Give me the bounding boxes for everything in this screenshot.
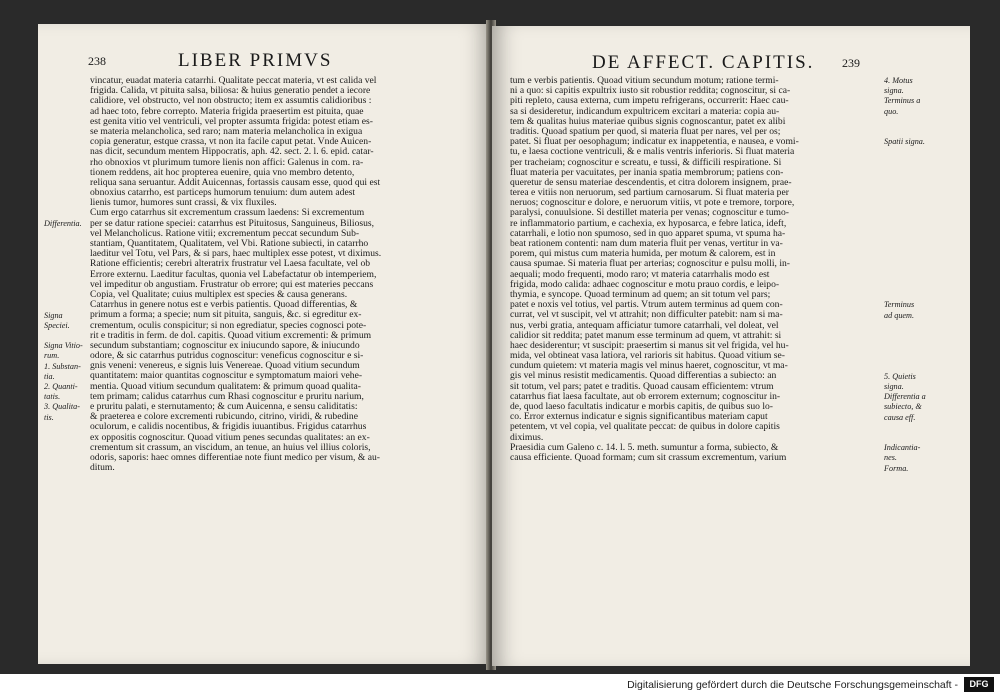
margin-note: subiecto, &	[884, 402, 922, 412]
text-line: est genita vitio vel ventriculi, vel propter assumta frigida: potest etiam es-	[90, 116, 373, 127]
text-line: odore, & sic catarrhus putridus cognoscitur: veneficus cognoscitur e si-	[90, 351, 364, 362]
margin-note: 4. Motus	[884, 76, 913, 85]
right-page	[492, 26, 970, 666]
text-line: se materia melancholica, sed raro; nam materia melancholica in exigua	[90, 126, 363, 137]
text-line: mida, vel obtineat vasa latiora, vel rarioris sit habitus. Quoad vitium se-	[510, 351, 785, 362]
text-line: traditis. Quoad spatium per quod, si materia fluat per nares, vel per os;	[510, 126, 781, 137]
margin-note: signa.	[884, 382, 904, 391]
text-line: nus, verbi gratia, antequam afficiatur tumore catarrhali, vel doleat, vel	[510, 320, 779, 331]
text-line: sa si desideretur, indicandum expultricem excitari a materia: copia au-	[510, 106, 780, 117]
text-line: crementum, oculis conspicitur; si non egrediatur, species cognosci pote-	[90, 320, 367, 331]
margin-note: 5. Quietis	[884, 371, 916, 381]
text-line: petentem, vt vel copia, vel qualitate peccat: de quibus in dolore capitis	[510, 422, 780, 433]
text-line: cundum quietem: vt materia magis vel minus haeret, cognoscitur, vt ma-	[510, 361, 788, 372]
text-line: fluat materia per vacuitates, per inania spatia membrorum; patiens con-	[510, 167, 784, 178]
text-line: vel Melancholicus. Ratione vitii; excrementum peccat secundum Sub-	[90, 228, 360, 239]
left-page	[38, 24, 490, 664]
text-line: frigida. Calida, vt pituita salsa, biliosa: & huius generatio pendet a iecore	[90, 86, 371, 97]
text-line: quantitatem: maior quantitas cognoscitur e symptomatum maiori vehe-	[90, 371, 363, 382]
text-line: tu, e laesa coctione ventriculi, & e malis ventris inferioris. Si fluat materia	[510, 147, 795, 158]
margin-note: tis.	[44, 412, 54, 422]
margin-note: 2. Quanti-	[44, 382, 78, 391]
text-line: calidiore, vel obstructo, vel non obstructo; item ex assumtis calidioribus :	[90, 96, 372, 107]
margin-note: Speciei.	[44, 320, 70, 330]
margin-note: tatis.	[44, 392, 61, 402]
margin-note: Forma.	[884, 463, 909, 473]
margin-note: nes.	[884, 453, 897, 463]
text-line: & praeterea e colore excrementi rubicundo, citrino, viridi, & rubedine	[90, 412, 358, 423]
margin-note: ad quem.	[884, 310, 915, 320]
text-line: frigida, modo calida: adhaec cognoscitur e motu prauo cordis, e leipo-	[510, 279, 780, 290]
text-line: beat rationem contenti: nam dum materia fluit per venas, vertitur in va-	[510, 239, 783, 249]
text-line: co. Error externus indicatur e signis significantibus materiam caput	[510, 412, 768, 423]
text-line: tem & qualitas huius materiae quibus signis cognoscantur, patet ex alibi	[510, 116, 786, 127]
text-line: laeditur vel Totu, vel Pars, & si pars, haec multiplex esse potest, vt diximus.	[90, 249, 382, 260]
text-line: primum a forma; a specie; num sit pituita, sanguis, &c. si egreditur ex-	[90, 310, 362, 321]
text-line: odoris, saporis: haec omnes differentiae note fiunt medico per visum, & au-	[90, 452, 380, 463]
text-line: Errore externu. Laeditur facultas, quonia vel Labefactatur ob intemperiem,	[90, 269, 377, 280]
text-line: Catarrhus in genere notus est e verbis patientis. Quoad differentias, &	[90, 300, 358, 311]
text-line: ditum.	[90, 463, 115, 474]
margin-note: Signa Vitio-	[44, 341, 83, 351]
dfg-logo: DFG	[964, 677, 994, 692]
margin-note: signa.	[884, 86, 904, 96]
text-line: tem primam; calidus catarrhus cum Rhasi cognoscitur e pruritu narium,	[90, 391, 364, 402]
text-line: catarrhus fiat laesa facultate, aut ob errorem externum; cognoscitur in-	[510, 391, 781, 402]
text-line: Cum ergo catarrhus sit excrementum crassum laedens: Si excrementum	[90, 208, 365, 219]
text-line: nas dicit, secundum mentem Hippocratis, aph. 42. sect. 2. l. 6. epid. catar-	[90, 147, 374, 158]
text-line: secundum substantiam; cognoscitur ex iniucundo sapore, & iniucundo	[90, 340, 360, 351]
left-running-head: LIBER PRIMVS	[178, 50, 333, 71]
text-line: e pruritu palati, e sternutamento; & cum Auicenna, e sensu caliditatis:	[90, 402, 358, 412]
text-line: porem, qui mistus cum materia humida, per motum & calorem, est in	[510, 249, 776, 260]
text-line: crementum sit crassum, an viscidum, an tenue, an huius vel illius coloris,	[90, 442, 371, 453]
margin-note: tia.	[44, 371, 55, 381]
text-line: paralysi, conuulsione. Si destillet materia per venas; cognoscitur e tumo-	[510, 208, 789, 219]
text-line: per se datur ratione speciei: catarrhus est Pituitosus, Sanguineus, Biliosus,	[90, 218, 375, 229]
margin-note: Spatii signa.	[884, 137, 925, 147]
margin-note: Terminus a	[884, 96, 921, 106]
right-body-text	[510, 76, 799, 463]
text-line: haec desiderentur; vt suscipit: praesertim si manus sit vel frigida, vel hu-	[510, 340, 789, 351]
margin-note: Differentia a	[884, 392, 926, 402]
text-line: reliqua sana seruantur. Addit Auicennas, fortassis causam esse, quod qui est	[90, 177, 381, 188]
margin-note: Differentia.	[44, 218, 82, 228]
text-line: ex oppositis cognoscitur. Quoad vitium penes secundas qualitates: an ex-	[90, 432, 370, 443]
text-line: patet e noxis vel totius, vel partis. Vtrum autem terminus ad quem con-	[510, 300, 783, 311]
text-line: piti repleto, causa externa, cum impetu refrigerans, occurrerit: Haec cau-	[510, 96, 789, 107]
margin-note: Signa	[44, 310, 63, 320]
text-line: Copia, vel Qualitate; cuius multiplex est species & causa generans.	[90, 289, 348, 300]
margin-note: rum.	[44, 351, 60, 361]
text-line: aequali; modo frequenti, modo raro; vt materia catarrhalis modo est	[510, 269, 770, 280]
text-line: currat, vel vt suscipit, vel vt attrahit; non difficulter patebit: nam si ma-	[510, 310, 783, 321]
text-line: patet. Si fluat per oesophagum; indicatur ex inappetentia, e nausea, e vomi-	[510, 137, 799, 148]
text-line: tionem reddens, ait hoc propterea euenire, quia vno membro detento,	[90, 167, 355, 178]
text-line: causa efficiente. Quoad formam; cum sit crassum excrementum, varium	[510, 452, 787, 463]
text-line: diximus.	[510, 432, 544, 443]
text-line: obnoxius catarrho, est particeps humorum tenuium: dum autem adest	[90, 188, 356, 199]
text-line: mentia. Quoad vitium secundum qualitatem: & primum quoad qualita-	[90, 381, 361, 392]
left-folio: 238	[88, 54, 106, 68]
text-line: stantiam, Quantitatem, Qualitatem, vel Vbi. Ratione subiecti, in catarrho	[90, 239, 369, 249]
text-line: tum e verbis patientis. Quoad vitium secundum motum; ratione termi-	[510, 76, 779, 86]
right-folio: 239	[842, 56, 860, 70]
margin-note: Terminus	[884, 300, 915, 310]
text-line: calidior sit reddita; patet manum esse terminum ad quem, vt attrahit: si	[510, 330, 782, 341]
margin-note: Indicantia-	[884, 443, 921, 453]
margin-note: 1. Substan-	[44, 361, 81, 371]
text-line: catarrhali, e lotio non spumoso, sed in quo apparet spuma, vt spuma ha-	[510, 228, 786, 239]
footer-credit: Digitalisierung gefördert durch die Deutsche Forschungsgemeinschaft -	[627, 679, 958, 691]
text-line: oculorum, e calidis nocentibus, & frigidis iuuantibus. Frigidus catarrhus	[90, 422, 367, 433]
text-line: terea e vitiis non neruorum, sed partium carnosarum. Si fluat materia per	[510, 188, 789, 199]
text-line: ad haec toto, febre correpto. Materia frigida praesertim est pituita, quae	[90, 106, 364, 117]
right-running-head: DE AFFECT. CAPITIS.	[592, 52, 815, 73]
text-line: copia generatur, estque crassa, vt non ita facile caput petat. Vnde Auicen-	[90, 137, 372, 148]
text-line: per tracheiam; cognoscitur e screatu, e tussi, & difficili respiratione. Si	[510, 157, 782, 168]
text-line: gnis veneni: venereus, e signis luis Venereae. Quoad vitium secundum	[90, 361, 360, 372]
text-line: rit e traditis in ferm. de dol. capitis. Quoad vitium excrementi: & primum	[90, 330, 372, 341]
text-line: vel impeditur ob angustiam. Frustratur ob errore; qui est materies peccans	[90, 279, 374, 290]
margin-note: 3. Qualita-	[44, 402, 80, 412]
text-line: neruos; cognoscitur e dolore, e neruorum vitiis, vt pote e tremore, torpore,	[510, 198, 795, 209]
text-line: Praesidia cum Galeno c. 14. l. 5. meth. sumuntur a forma, subiecto, &	[510, 442, 779, 453]
text-line: lienis tumor, humores sunt crassi, & vix fluxiles.	[90, 198, 277, 209]
text-line: re inflammatorio partium, e cachexia, ex hyposarca, e febre latica, ideft,	[510, 218, 787, 229]
text-line: de, quod laeso facultatis indicatur e morbis capitis, de quibus suo lo-	[510, 402, 773, 412]
digitization-footer	[0, 674, 1000, 695]
text-line: rho obnoxios vt plurimum tumore lienis non affici: Galenus in com. ra-	[90, 157, 364, 168]
text-line: sit totum, vel pars; patet e traditis. Quoad causam efficientem: vtrum	[510, 381, 774, 392]
text-line: causa spumae. Si materia fluat per arterias; cognoscitur e pulsu molli, in-	[510, 259, 790, 270]
margin-note: causa eff.	[884, 412, 916, 422]
text-line: vincatur, euadat materia catarrhi. Qualitate peccat materia, vt est calida vel	[90, 76, 377, 86]
text-line: thymia, e syncope. Quoad terminum ad quem; an sit totum vel pars;	[510, 289, 771, 300]
text-line: queretur de sensu materiae descendentis, et citra dolorem insignem, prae-	[510, 177, 792, 188]
text-line: Ratione efficientis; cerebri alteratrix frustratur vel Laesa facultate, vel ob	[90, 259, 371, 270]
margin-note: quo.	[884, 106, 899, 116]
left-body-text	[90, 76, 381, 473]
text-line: ni a quo: si capitis expultrix iusto sit robustior reddita; cognoscitur, si ca-	[510, 86, 791, 97]
text-line: gis vel minus resistit medicamentis. Quoad differentias a subiecto: an	[510, 371, 777, 382]
